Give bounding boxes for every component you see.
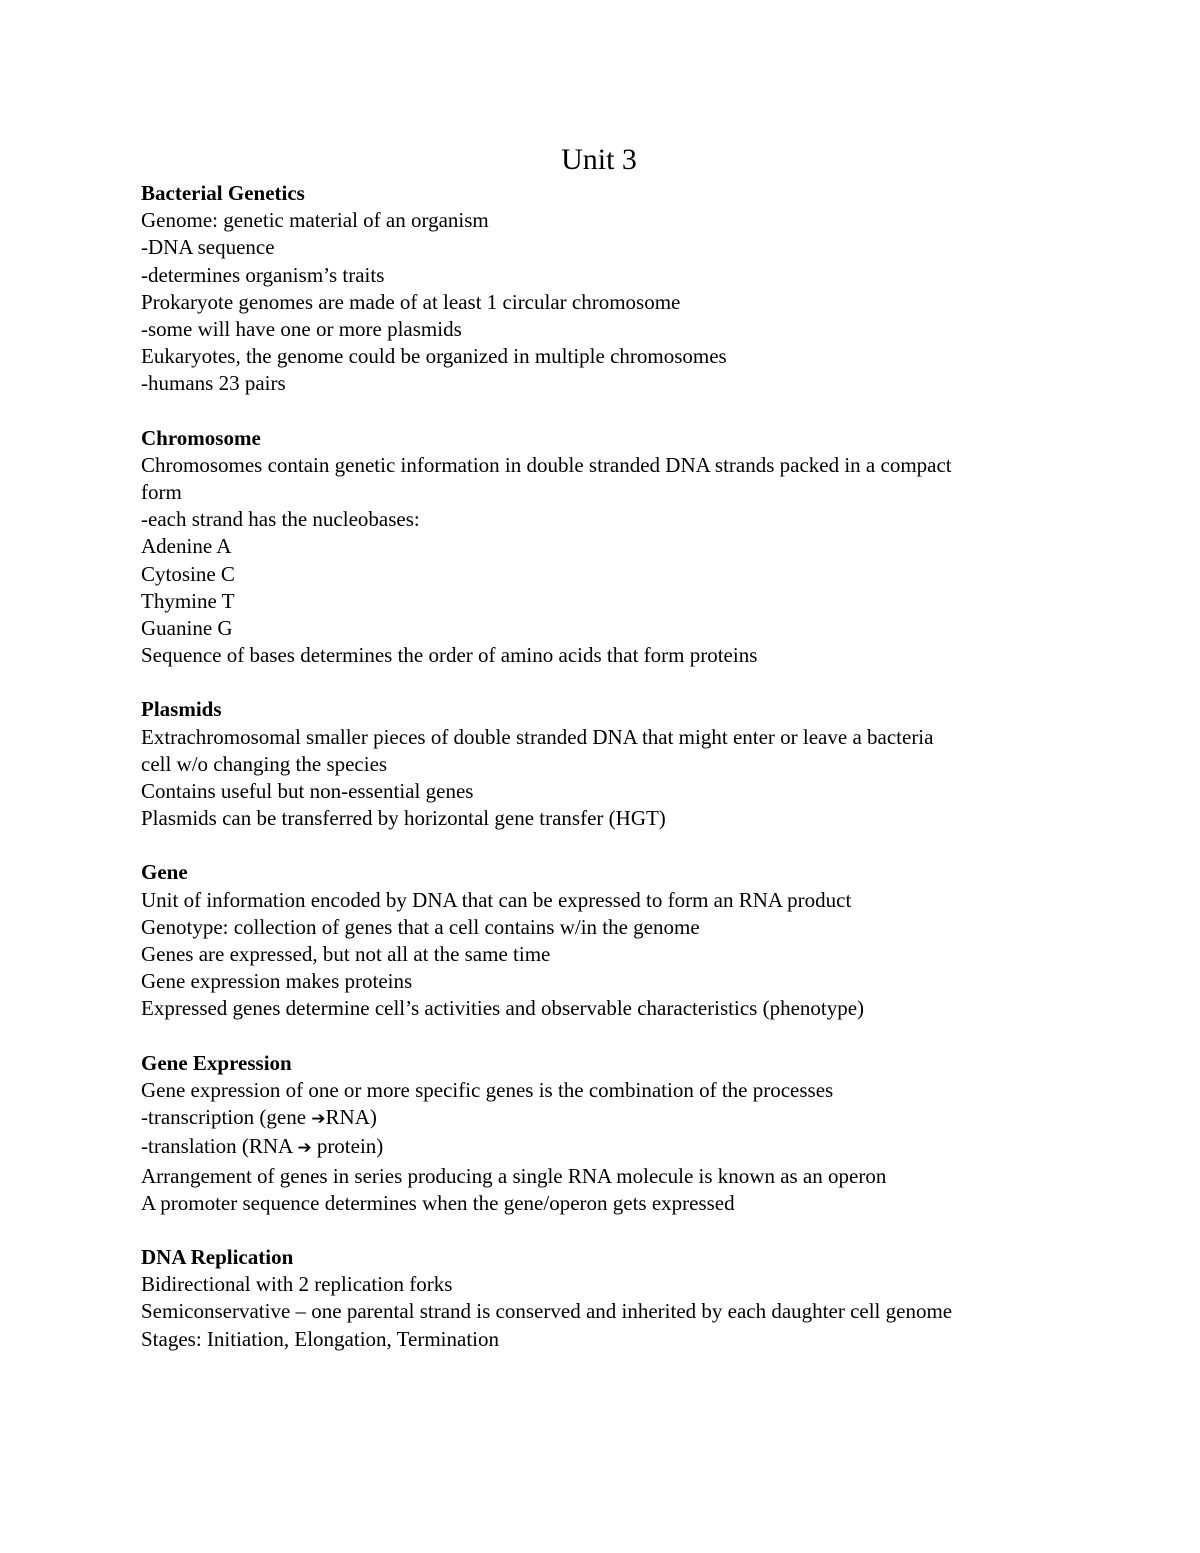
section-heading: Plasmids [141,697,222,722]
document-page [141,140,1071,1380]
body-line: Semiconservative – one parental strand is conserved and inherited by each daughter cell genome [141,1299,953,1324]
line-text: -translation (RNA [141,1134,298,1159]
body-line: Unit of information encoded by DNA that can be expressed to form an RNA product [141,887,852,912]
line-text: -transcription (gene [141,1105,312,1130]
body-line: Genes are expressed, but not all at the same time [141,942,551,967]
body-line: Genotype: collection of genes that a cell contains w/in the genome [141,914,700,939]
body-line: Contains useful but non-essential genes [141,779,474,804]
right-arrow-icon: ➔ [311,1109,326,1130]
section-gene [141,859,1071,1022]
body-line: Chromosomes contain genetic information in double stranded DNA strands packed in a compact [141,452,952,477]
body-line: Sequence of bases determines the order of amino acids that form proteins [141,643,758,668]
body-line: Gene expression makes proteins [141,969,413,994]
body-line: -some will have one or more plasmids [141,317,462,342]
body-line: -DNA sequence [141,235,275,260]
body-line: Cytosine C [141,561,235,586]
body-line: A promoter sequence determines when the gene/operon gets expressed [141,1190,735,1215]
body-line: form [141,480,182,505]
body-line: Adenine A [141,534,232,559]
section-heading: DNA Replication [141,1244,294,1269]
section-bacterial-genetics [141,180,1071,398]
section-dna-replication [141,1244,1071,1353]
section-heading: Gene Expression [141,1050,292,1075]
body-line-with-arrow [141,1133,1071,1162]
body-line: Gene expression of one or more specific genes is the combination of the processes [141,1077,834,1102]
body-line: Stages: Initiation, Elongation, Termination [141,1326,500,1351]
body-line-with-arrow [141,1104,1071,1133]
section-gene-expression [141,1050,1071,1217]
body-line: cell w/o changing the species [141,751,388,776]
body-line: Plasmids can be transferred by horizontal gene transfer (HGT) [141,806,666,831]
body-line: Arrangement of genes in series producing a single RNA molecule is known as an operon [141,1163,887,1188]
body-line: -each strand has the nucleobases: [141,507,420,532]
line-text: protein) [311,1134,384,1159]
section-chromosome [141,425,1071,670]
body-line: Extrachromosomal smaller pieces of double stranded DNA that might enter or leave a bacteria [141,724,934,749]
body-line: Eukaryotes, the genome could be organized in multiple chromosomes [141,344,727,369]
right-arrow-icon: ➔ [297,1138,312,1159]
body-line: Genome: genetic material of an organism [141,208,489,233]
body-line: Bidirectional with 2 replication forks [141,1272,453,1297]
section-heading: Gene [141,860,188,885]
body-line: -determines organism’s traits [141,262,385,287]
body-line: -humans 23 pairs [141,371,286,396]
document-title: Unit 3 [561,143,637,176]
body-line: Thymine T [141,588,235,613]
body-line: Guanine G [141,616,233,641]
line-text: RNA) [325,1105,377,1130]
body-line: Prokaryote genomes are made of at least 1 circular chromosome [141,289,681,314]
section-plasmids [141,696,1071,832]
body-line: Expressed genes determine cell’s activities and observable characteristics (phenotype) [141,996,865,1021]
section-heading: Chromosome [141,425,261,450]
section-heading: Bacterial Genetics [141,181,305,205]
